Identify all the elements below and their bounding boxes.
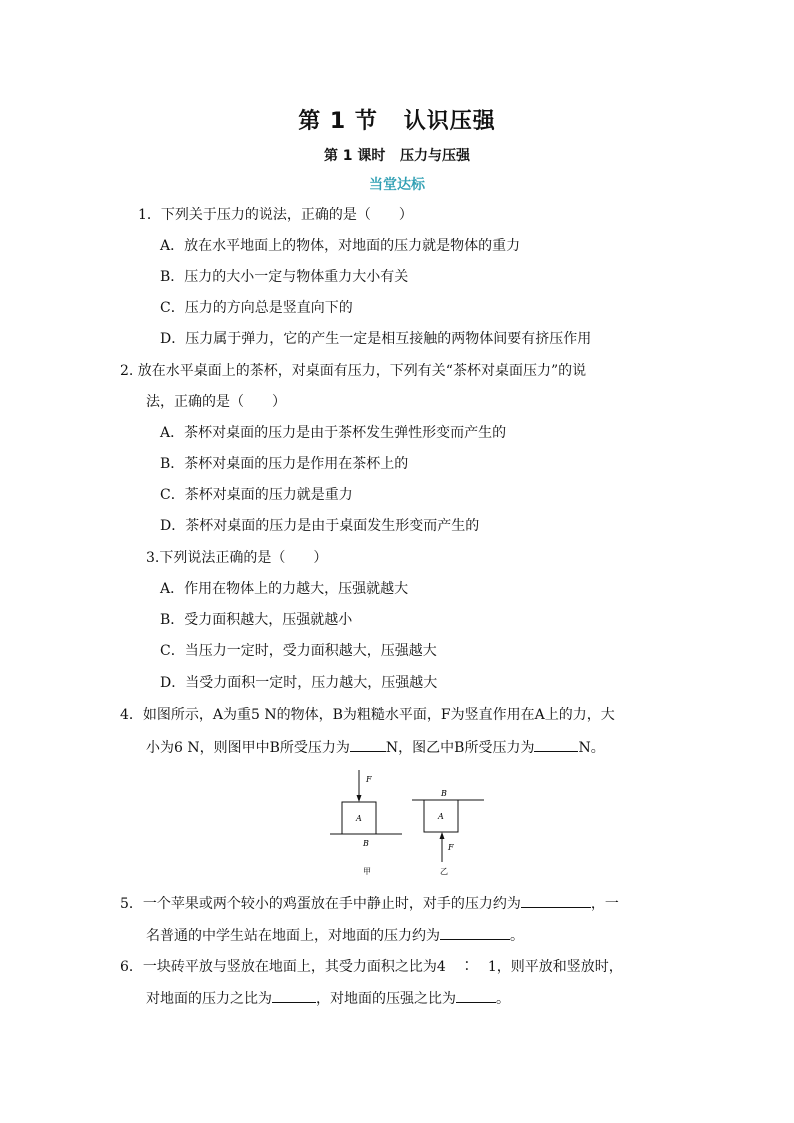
caption-left: 甲 (363, 867, 371, 876)
q5-answer-blank-2[interactable] (440, 925, 510, 940)
q6-line2 (146, 988, 510, 1009)
section-heading: 当堂达标 (369, 177, 425, 193)
q6-text-a: 对地面的压力之比为 (146, 991, 272, 1007)
q3-option-c: C．当压力一定时，受力面积越大，压强越大 (160, 643, 437, 659)
q5-text-a: 5．一个苹果或两个较小的鸡蛋放在手中静止时，对手的压力约为 (120, 896, 521, 912)
arrowhead-right (440, 832, 445, 839)
q5-text-b: ，一 (590, 896, 619, 912)
q1-option-d: D．压力属于弹力，它的产生一定是相互接触的两物体间要有挤压作用 (160, 331, 592, 347)
q3-stem: 3.下列说法正确的是（ ） (146, 550, 328, 566)
q4-line1: 4．如图所示，A为重5 N的物体，B为粗糙水平面，F为竖直作用在A上的力，大 (120, 707, 615, 723)
caption-right: 乙 (440, 867, 448, 876)
q3-option-a: A．作用在物体上的力越大，压强就越大 (160, 581, 409, 597)
q1-option-b: B．压力的大小一定与物体重力大小有关 (160, 269, 409, 285)
q2-option-c: C．茶杯对桌面的压力就是重力 (160, 487, 353, 503)
q4-text-a: 小为6 N，则图甲中B所受压力为 (146, 740, 350, 756)
label-f-left: F (366, 775, 372, 784)
q6-answer-blank-1[interactable] (272, 988, 316, 1003)
q3-option-b: B．受力面积越大，压强就越小 (160, 612, 353, 628)
q6-text-b: ，对地面的压强之比为 (316, 991, 456, 1007)
lesson-subtitle: 第 1 课时 压力与压强 (323, 148, 471, 164)
arrowhead-left (357, 795, 362, 802)
label-a-left: A (356, 814, 362, 823)
q5-text-d: 。 (510, 928, 524, 944)
q6-answer-blank-2[interactable] (456, 988, 496, 1003)
q2-option-b: B．茶杯对桌面的压力是作用在茶杯上的 (160, 456, 409, 472)
q3-option-d: D．当受力面积一定时，压力越大，压强越大 (160, 675, 438, 691)
page-title: 第 1 节 认识压强 (298, 109, 496, 134)
q2-option-a: A．茶杯对桌面的压力是由于茶杯发生弹性形变而产生的 (160, 425, 507, 441)
q1-stem: 1．下列关于压力的说法，正确的是（ ） (138, 207, 413, 223)
q4-answer-blank-2[interactable] (534, 737, 578, 752)
q1-option-a: A．放在水平地面上的物体，对地面的压力就是物体的重力 (160, 238, 521, 254)
q5-line1 (120, 893, 619, 914)
q4-answer-blank-1[interactable] (350, 737, 386, 752)
label-a-right: A (438, 812, 444, 821)
q6-text-c: 。 (496, 991, 510, 1007)
q4-text-c: N。 (578, 740, 605, 756)
q5-text-c: 名普通的中学生站在地面上，对地面的压力约为 (146, 928, 440, 944)
q6-line1: 6．一块砖平放与竖放在地面上，其受力面积之比为4 ∶ 1，则平放和竖放时， (120, 959, 623, 975)
q5-answer-blank-1[interactable] (521, 893, 591, 908)
force-diagram (330, 768, 490, 878)
label-b-left: B (363, 839, 369, 848)
q5-line2 (146, 925, 524, 946)
label-f-right: F (448, 843, 454, 852)
q1-option-c: C．压力的方向总是竖直向下的 (160, 300, 353, 316)
q4-line2 (146, 737, 605, 758)
label-b-right: B (441, 789, 447, 798)
q2-stem-line1: 2. 放在水平桌面上的茶杯，对桌面有压力，下列有关“茶杯对桌面压力”的说 (120, 363, 587, 379)
q4-text-b: N，图乙中B所受压力为 (385, 740, 535, 756)
q2-option-d: D．茶杯对桌面的压力是由于桌面发生形变而产生的 (160, 518, 480, 534)
q2-stem-line2: 法，正确的是（ ） (146, 394, 286, 410)
